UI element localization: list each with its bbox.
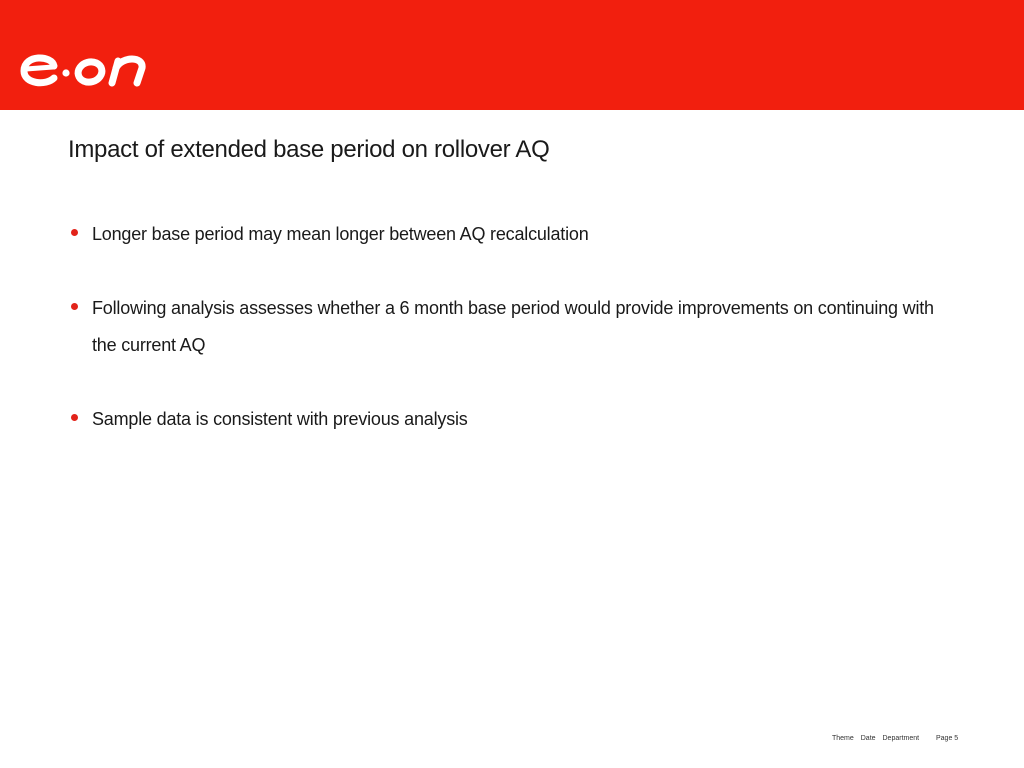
slide-title: Impact of extended base period on rollover AQ [68,136,550,163]
footer-page-number: Page 5 [936,735,959,742]
bullet-list [68,216,948,475]
header-bar [0,0,1024,110]
eon-logo [18,46,158,90]
footer-meta [832,735,924,747]
bullet-text: Longer base period may mean longer between AQ recalculation [92,224,589,244]
list-item [68,290,948,364]
bullet-text: Sample data is consistent with previous analysis [92,409,468,429]
footer-theme: Theme [832,735,854,742]
bullet-dot-icon [71,414,78,421]
footer-date: Date [860,735,876,742]
footer-department: Department [882,735,920,742]
bullet-text: Following analysis assesses whether a 6 month base period would provide improvements on continuing with the current AQ [92,298,934,355]
list-item [68,216,948,253]
bullet-dot-icon [71,229,78,236]
bullet-dot-icon [71,303,78,310]
list-item [68,401,948,438]
